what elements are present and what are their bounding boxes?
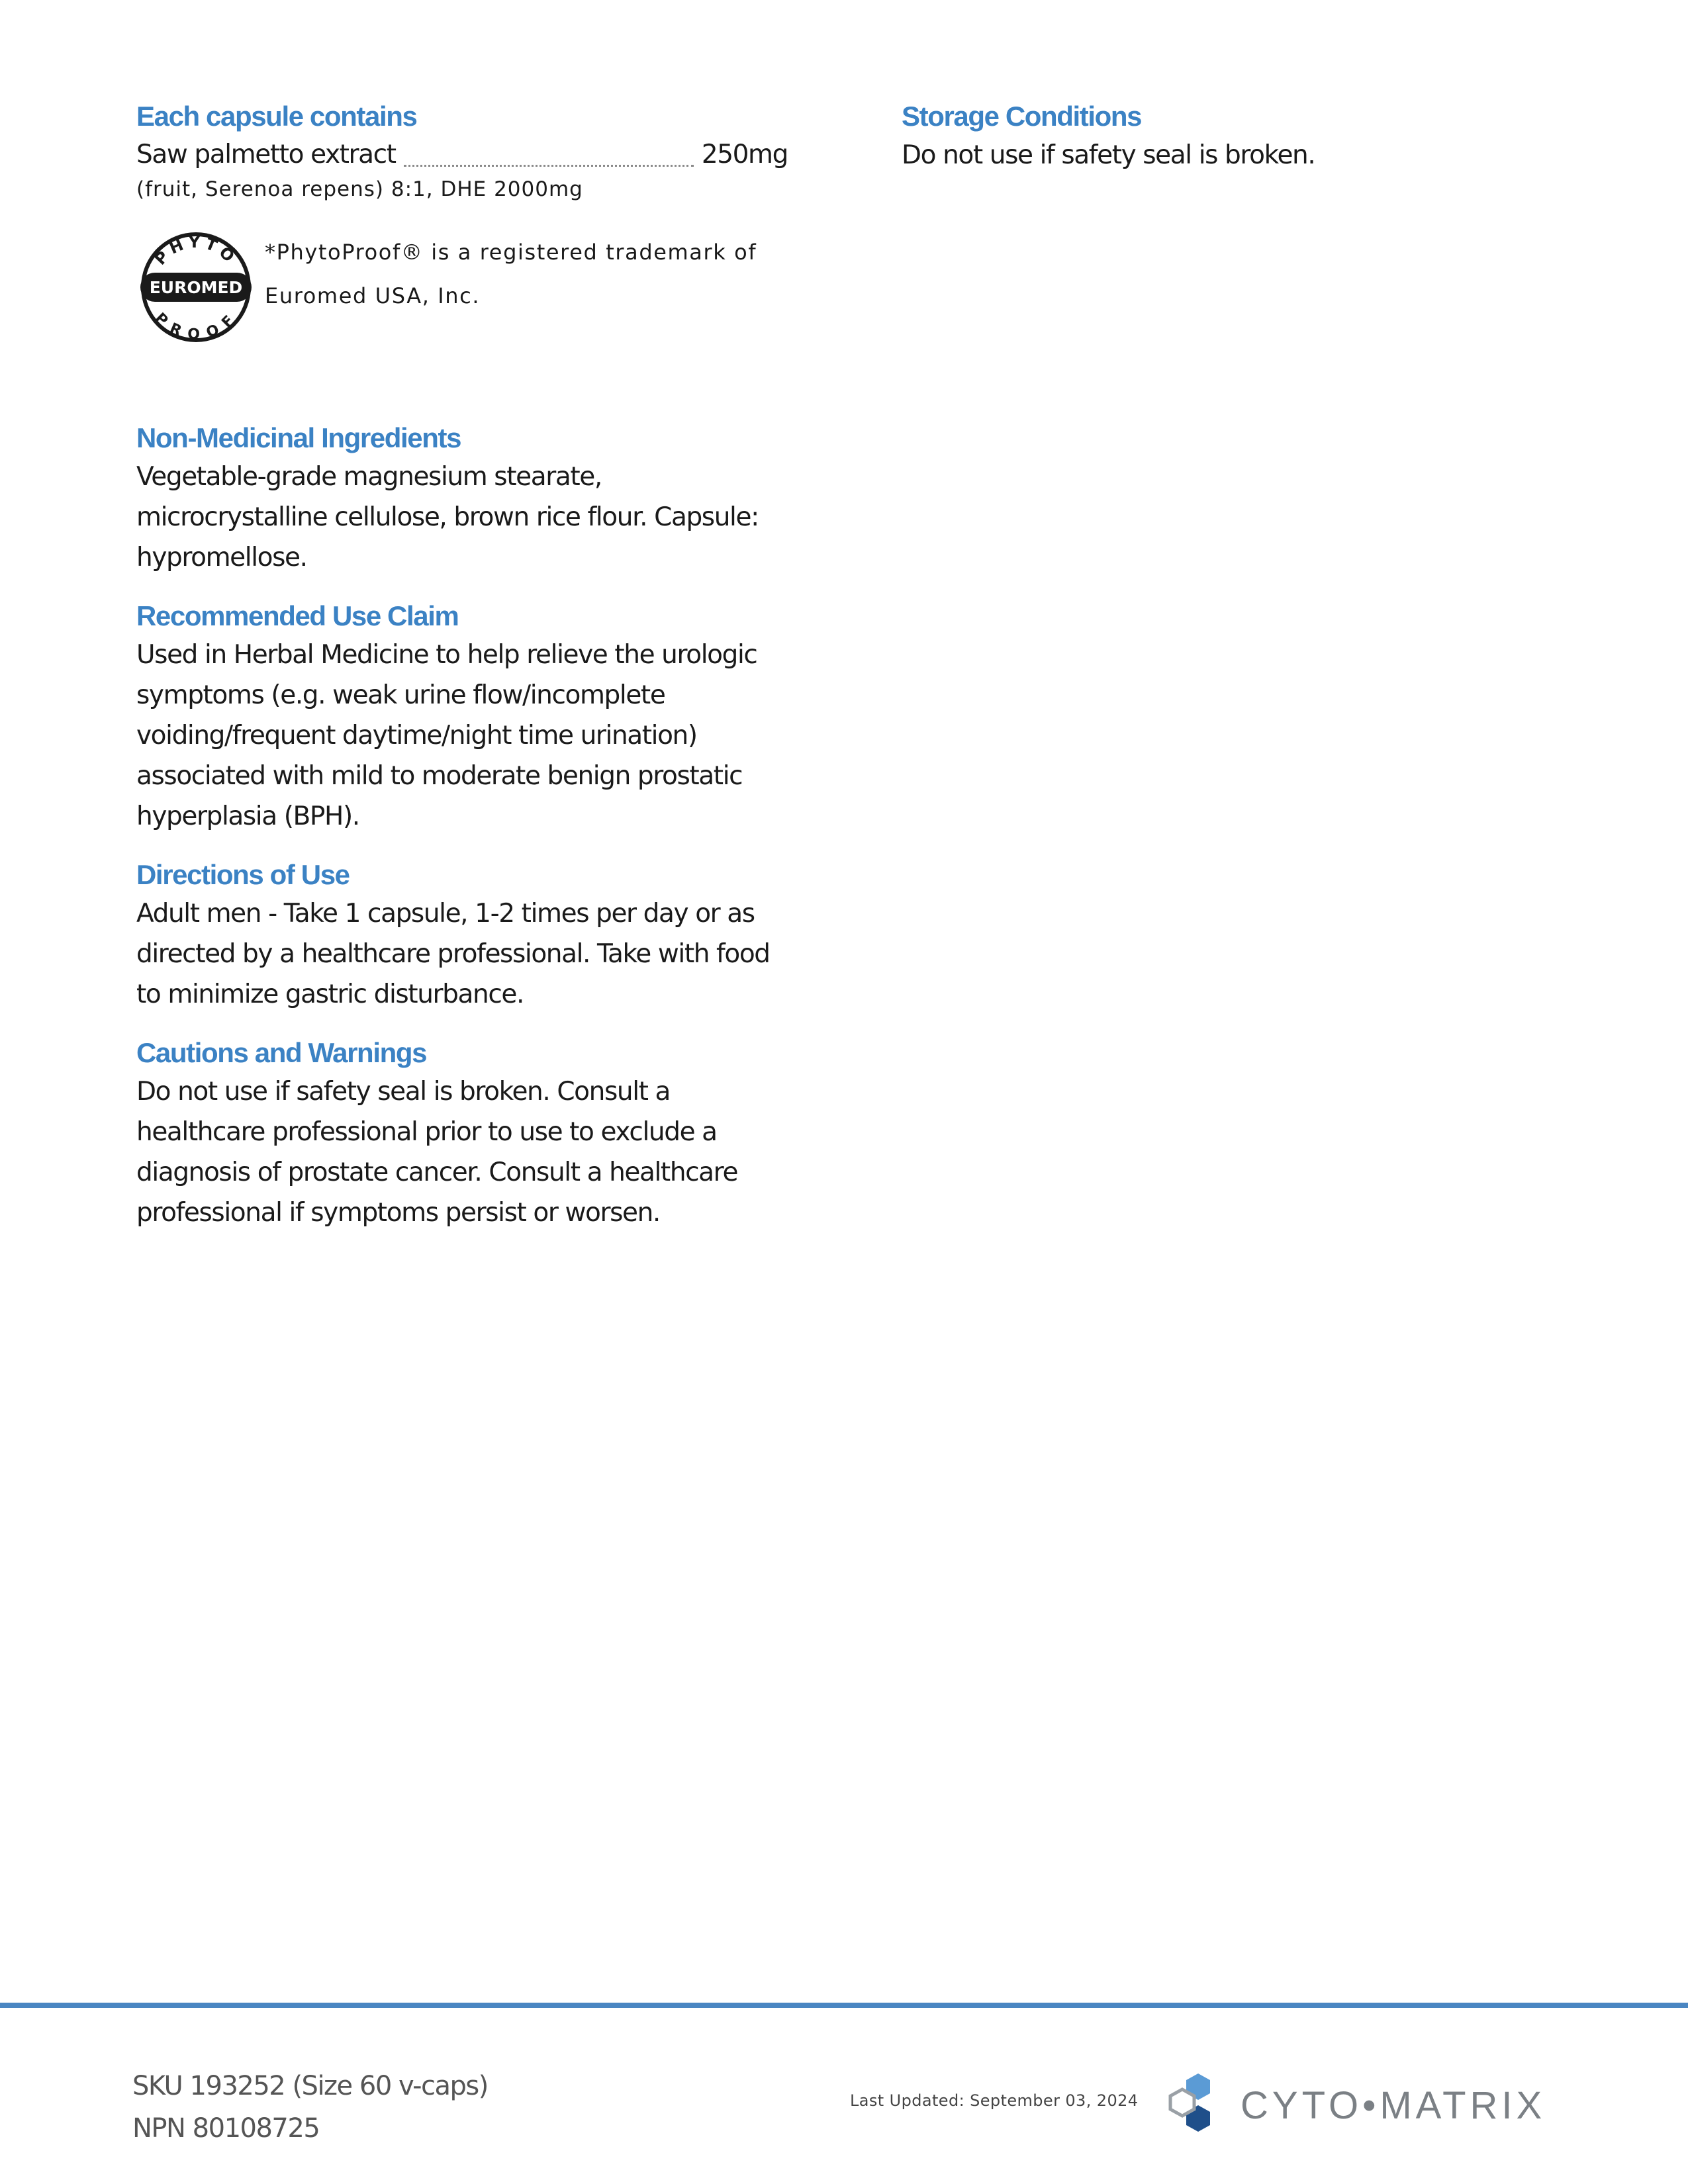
- dotted-leader: [404, 165, 694, 167]
- cyto-matrix-hexagon-icon: [1162, 2071, 1231, 2140]
- trademark-note-line-1: *PhytoProof® is a registered trademark of: [265, 240, 757, 265]
- cautions-line: professional if symptoms persist or worsen.: [136, 1198, 660, 1228]
- left-column: [136, 98, 798, 1233]
- non-medicinal-line: microcrystalline cellulose, brown rice flour. Capsule:: [136, 502, 759, 532]
- phytoproof-badge-row: [136, 228, 798, 347]
- right-column: [902, 98, 1564, 175]
- recommended-use-line: Used in Herbal Medicine to help relieve the urologic: [136, 640, 757, 670]
- each-capsule-heading: Each capsule contains: [136, 101, 417, 132]
- directions-line: Adult men - Take 1 capsule, 1-2 times per day or as: [136, 899, 755, 929]
- recommended-use-line: associated with mild to moderate benign prostatic: [136, 761, 743, 791]
- non-medicinal-line: Vegetable-grade magnesium stearate,: [136, 462, 602, 492]
- trademark-note: [265, 230, 757, 318]
- trademark-note-line-2: Euromed USA, Inc.: [265, 283, 481, 308]
- recommended-use-section: [136, 598, 798, 837]
- ingredient-name: Saw palmetto extract: [136, 140, 396, 169]
- footer-divider: [0, 2003, 1688, 2008]
- recommended-use-line: hyperplasia (BPH).: [136, 801, 359, 831]
- non-medicinal-heading: Non-Medicinal Ingredients: [136, 422, 461, 453]
- npn-text: NPN 80108725: [132, 2113, 320, 2144]
- storage-text: Do not use if safety seal is broken.: [902, 140, 1315, 170]
- sku-text: SKU 193252 (Size 60 v-caps): [132, 2071, 488, 2101]
- storage-heading: Storage Conditions: [902, 101, 1142, 132]
- cautions-line: healthcare professional prior to use to exclude a: [136, 1117, 717, 1147]
- cautions-heading: Cautions and Warnings: [136, 1037, 427, 1068]
- euromed-phytoproof-seal-icon: [136, 228, 256, 347]
- last-updated-text: Last Updated: September 03, 2024: [850, 2091, 1139, 2110]
- recommended-use-line: symptoms (e.g. weak urine flow/incomplete: [136, 680, 665, 710]
- ingredient-row: [136, 135, 788, 175]
- cautions-section: [136, 1034, 798, 1233]
- ingredient-amount: 250mg: [701, 140, 788, 169]
- directions-section: [136, 856, 798, 1015]
- recommended-use-line: voiding/frequent daytime/night time urination): [136, 721, 697, 751]
- footer-product-info: [132, 2065, 488, 2150]
- recommended-use-heading: Recommended Use Claim: [136, 600, 459, 631]
- seal-center-text: EUROMED: [149, 278, 243, 297]
- cyto-matrix-logo: [1162, 2069, 1553, 2142]
- directions-line: directed by a healthcare professional. Take with food: [136, 939, 770, 969]
- directions-heading: Directions of Use: [136, 859, 350, 890]
- cautions-line: Do not use if safety seal is broken. Consult a: [136, 1077, 671, 1107]
- logo-wordmark: CYTO•MATRIX: [1241, 2083, 1546, 2127]
- non-medicinal-section: [136, 420, 798, 578]
- directions-line: to minimize gastric disturbance.: [136, 979, 524, 1009]
- ingredient-detail: (fruit, Serenoa repens) 8:1, DHE 2000mg: [136, 177, 583, 201]
- seal-top-text: PHYTO: [150, 232, 241, 269]
- seal-bottom-text: PROOF: [152, 310, 241, 343]
- non-medicinal-line: hypromellose.: [136, 543, 307, 572]
- cautions-line: diagnosis of prostate cancer. Consult a healthcare: [136, 1158, 738, 1187]
